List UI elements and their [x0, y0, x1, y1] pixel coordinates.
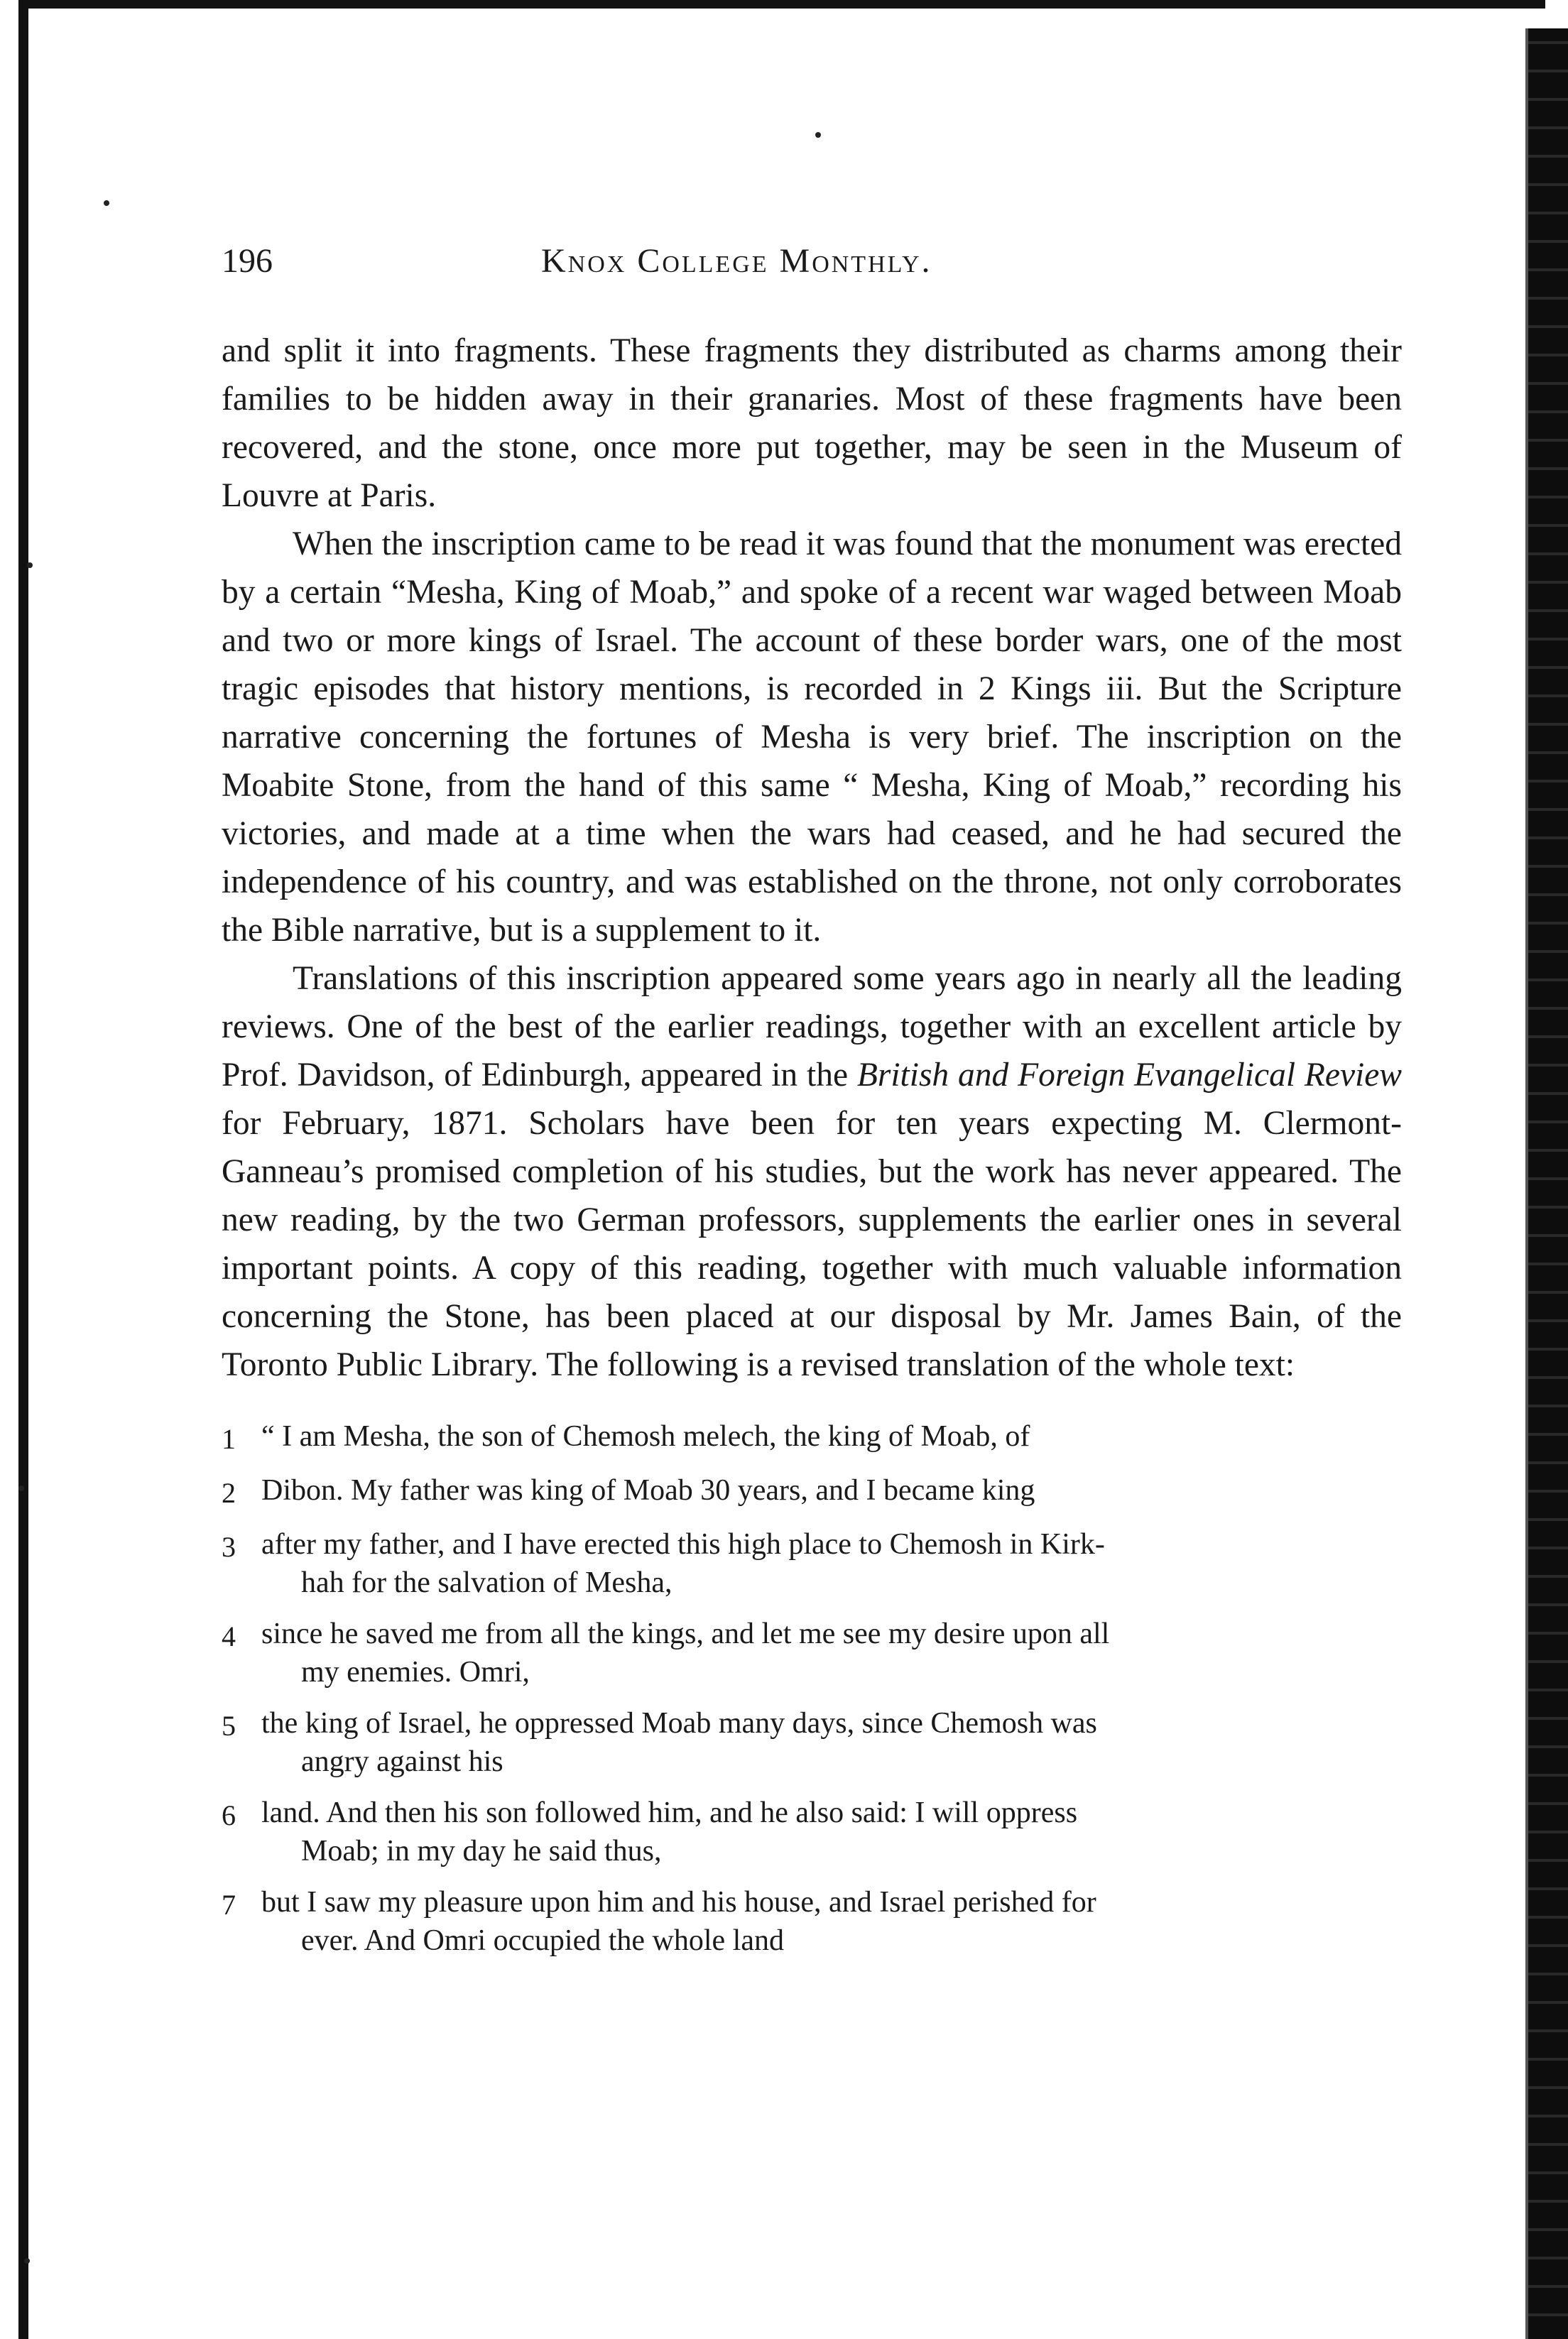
inscription-line: [222, 1615, 1402, 1691]
line-text-main: Dibon. My father was king of Moab 30 years, and I became king: [261, 1474, 1035, 1507]
line-text: [261, 1704, 1402, 1781]
inscription-line: [222, 1704, 1402, 1781]
body-text: [222, 327, 1402, 1389]
scan-speck: [18, 1485, 24, 1491]
scan-speck: [104, 200, 109, 206]
paragraph: [222, 954, 1402, 1389]
paragraph-text: and split it into fragments. These fragments they distributed as charms among their families to be hidden away in their granaries. Most of these fragments have been recovered, and the stone, once more put together, may be seen in the Museum of Louvre at Paris.: [222, 332, 1402, 514]
line-number: 7: [222, 1889, 236, 1921]
line-text: [261, 1883, 1402, 1960]
line-text-main: after my father, and I have erected this high place to Chemosh in Kirk-: [261, 1528, 1105, 1561]
line-text: [261, 1525, 1402, 1602]
paragraph-text: When the inscription came to be read it was found that the monument was erected by a certain “Mesha, King of Moab,” and spoke of a recent war waged between Moab and two or more kings of Israel. The account of these border wars, one of the most tragic episodes that history mentions, is recorded in 2 Kings iii. But the Scripture narrative concerning the fortunes of Mesha is very brief. The inscription on the Moabite Stone, from the hand of this same “ Mesha, King of Moab,” recording his victories, and made at a time when the wars had ceased, and he had secured the independence of his country, and was established on the throne, not only corroborates the Bible narrative, but is a supplement to it.: [222, 525, 1402, 949]
line-text: [261, 1615, 1402, 1691]
line-number: 3: [222, 1531, 236, 1563]
line-text-continuation: ever. And Omri occupied the whole land: [301, 1924, 784, 1957]
inscription-line: [222, 1471, 1402, 1512]
line-text-continuation: hah for the salvation of Mesha,: [301, 1566, 673, 1599]
inscription-line: [222, 1794, 1402, 1870]
line-number: 1: [222, 1423, 236, 1455]
inscription-translation: [222, 1417, 1402, 1960]
inscription-line: [222, 1525, 1402, 1602]
line-text: [261, 1471, 1402, 1512]
line-text-main: “ I am Mesha, the son of Chemosh melech, the king of Moab, of: [261, 1420, 1030, 1453]
page-number: 196: [222, 242, 273, 280]
scan-speck: [24, 2258, 30, 2264]
paragraph: [222, 327, 1402, 520]
line-number: 6: [222, 1799, 236, 1831]
paragraph-text: for February, 1871. Scholars have been for ten years expecting M. Clermont-Ganneau’s promised completion of his studies, but the work has never appeared. The new reading, by the two German professors, supplements the earlier ones in several important points. A copy of this reading, together with much valuable information concerning the Stone, has been placed at our disposal by Mr. James Bain, of the Toronto Public Library. The following is a revised translation of the whole text:: [222, 1105, 1402, 1383]
line-text-main: but I saw my pleasure upon him and his house, and Israel perished for: [261, 1886, 1096, 1919]
line-number: 2: [222, 1477, 236, 1509]
scan-speck: [815, 132, 821, 138]
page-header: [222, 241, 1402, 298]
scan-speck: [27, 562, 33, 568]
line-text-continuation: angry against his: [301, 1745, 503, 1778]
line-text: [261, 1794, 1402, 1870]
line-text-continuation: Moab; in my day he said thus,: [301, 1835, 662, 1868]
scan-border-top: [18, 0, 1545, 9]
line-text-main: since he saved me from all the kings, and let me see my desire upon all: [261, 1618, 1110, 1650]
scan-border-left: [18, 0, 28, 2339]
line-text: [261, 1417, 1402, 1459]
inscription-line: [222, 1417, 1402, 1459]
line-text-continuation: my enemies. Omri,: [301, 1656, 530, 1689]
line-text-main: the king of Israel, he oppressed Moab many days, since Chemosh was: [261, 1707, 1097, 1740]
scan-border-right: [1528, 28, 1568, 2339]
inscription-line: [222, 1883, 1402, 1960]
line-text-main: land. And then his son followed him, and he also said: I will oppress: [261, 1796, 1078, 1829]
line-number: 5: [222, 1710, 236, 1742]
line-number: 4: [222, 1620, 236, 1652]
paragraph-text: Translations of this inscription appeared some years ago in nearly all the leading reviews. One of the best of the earlier readings, together with an excellent article by Prof. Davidson, of Edinburgh, appeared in the: [222, 960, 1402, 1094]
paragraph: [222, 520, 1402, 954]
page: [222, 241, 1402, 1973]
running-head: Knox College Monthly.: [541, 242, 932, 280]
italic-title: British and Foreign Evangelical Review: [856, 1057, 1402, 1094]
